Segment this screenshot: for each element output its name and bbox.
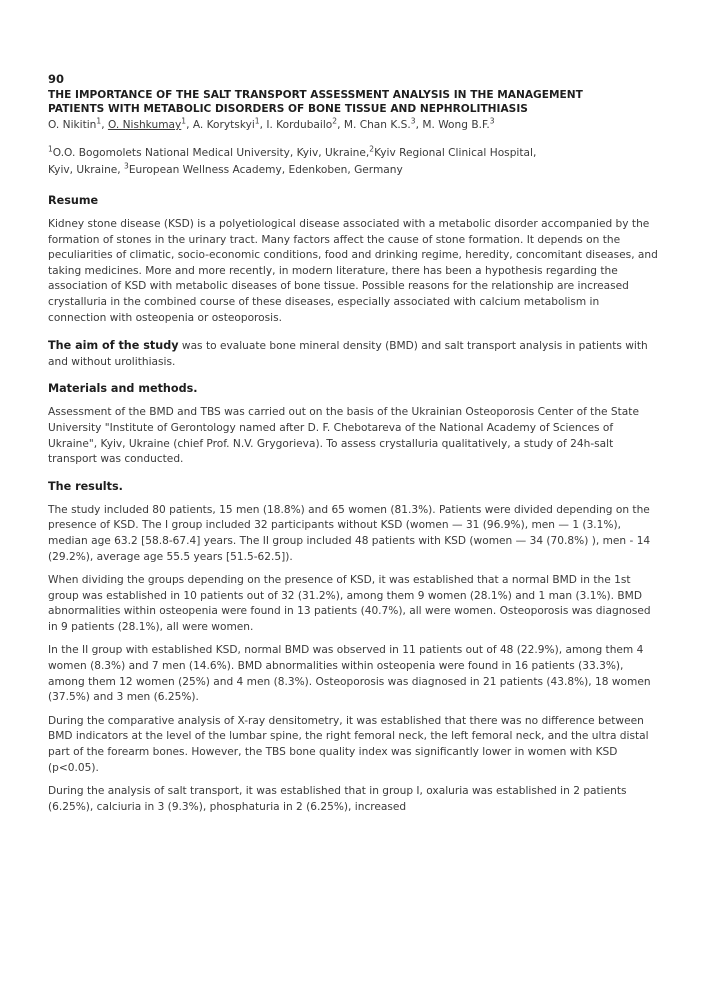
affiliation-3: European Wellness Academy, Edenkoben, Germany: [128, 164, 403, 176]
results-paragraph: The study included 80 patients, 15 men (18.8%) and 65 women (81.3%). Patients were divided depending on the presence of KSD. The I group included 32 participants without KSD (women — 31 (96.9%), men — 1 (3.1%), median age 63.2 [58.8-67.4] years. The II group included 48 patients with KSD (women — 34 (70.8%) ), men - 14 (29.2%), average age 55.5 years [51.5-62.5]).: [48, 503, 651, 563]
section-heading-results: The results.: [48, 479, 123, 493]
results-paragraph: During the comparative analysis of X-ray densitometry, it was established that there was no difference between BMD indicators at the level of the lumbar spine, the right femoral neck, the left femoral neck, and the ultra distal part of the forearm bones. However, the TBS bone quality index was significantly lower in women with KSD (p<0.05).: [48, 714, 649, 774]
author-affil-sup: 3: [489, 116, 495, 126]
results-paragraph: In the II group with established KSD, normal BMD was observed in 11 patients out of 48 (22.9%), among them 4 women (8.3%) and 7 men (14.6%). BMD abnormalities within osteopenia were found in 16 patients (33.3%), among them 12 women (25%) and 4 men (8.3%). Osteoporosis was diagnosed in 21 patients (43.8%), 18 women (37.5%) and 3 men (6.25%).: [48, 644, 651, 704]
resume-paragraph: Kidney stone disease (KSD) is a polyetiological disease associated with a metabolic disorder accompanied by the formation of stones in the urinary tract. Many factors affect the cause of stone formation. It depends on the peculiarities of climatic, socio-economic conditions, food and drinking regime, heredity, concomitant diseases, and taking medicines. More and more recently, in modern literature, there has been a hypothesis regarding the association of KSD with metabolic diseases of bone tissue. Possible reasons for the relationship are increased crystalluria in the combined course of these diseases, especially associated with calcium metabolism in connection with osteopenia or osteoporosis.: [48, 218, 658, 324]
affil-sup: 3: [124, 161, 129, 171]
aim-text: was to evaluate bone mineral density (BMD) and salt transport analysis in patients with and without urolithiasis.: [48, 340, 648, 368]
affil-sup: 2: [369, 144, 375, 154]
author-affil-sup: 1: [181, 116, 187, 126]
abstract-title: [48, 89, 658, 116]
abstract-number: 90: [48, 72, 65, 86]
methods-paragraph: Assessment of the BMD and TBS was carried out on the basis of the Ukrainian Osteoporosis Center of the State University "Institute of Gerontology named after D. F. Chebotareva of the National Academy of Sciences of Ukraine", Kyiv, Ukraine (chief Prof. N.V. Grygorieva). To assess crystalluria qualitatively, a study of 24h-salt transport was conducted.: [48, 406, 639, 466]
title-line: PATIENTS WITH METABOLIC DISORDERS OF BONE TISSUE AND NEPHROLITHIASIS: [48, 102, 528, 115]
author-affil-sup: 2: [332, 116, 338, 126]
aim-lead: The aim of the study: [48, 339, 179, 353]
results-paragraph: During the analysis of salt transport, it was established that in group I, oxaluria was established in 2 patients (6.25%), calciuria in 3 (9.3%), phosphaturia in 2 (6.25%), increased: [48, 785, 627, 813]
abstract-body: [48, 72, 658, 823]
author-affil-sup: 3: [410, 116, 416, 126]
author-name: M. Wong B.F.: [422, 119, 490, 131]
affil-sup: 1: [48, 144, 53, 154]
author-name: O. Nikitin: [48, 119, 97, 131]
title-line: THE IMPORTANCE OF THE SALT TRANSPORT ASSESSMENT ANALYSIS IN THE MANAGEMENT: [48, 89, 583, 101]
section-heading-methods: Materials and methods.: [48, 382, 198, 396]
author-name: I. Kordubailo: [266, 119, 333, 131]
affiliations: [48, 145, 658, 179]
author-name: A. Korytskyi: [192, 119, 255, 131]
presenting-author-name: O. Nishkumay: [107, 119, 182, 131]
aim-paragraph: [48, 338, 658, 370]
results-paragraph: When dividing the groups depending on the presence of KSD, it was established that a normal BMD in the 1st group was established in 10 patients out of 32 (31.2%), among them 9 women (28.1%) and 1 man (3.1%). BMD abnormalities within osteopenia were found in 13 patients (40.7%), all were women. Osteoporosis was diagnosed in 9 patients (28.1%), all were women.: [48, 574, 651, 633]
author-name: M. Chan K.S.: [343, 119, 411, 131]
affiliation-2-city: Kyiv, Ukraine,: [48, 164, 121, 176]
affiliation-1: O.O. Bogomolets National Medical University, Kyiv, Ukraine,: [52, 147, 370, 159]
author-affil-sup: 1: [96, 116, 102, 126]
author-affil-sup: 1: [254, 116, 260, 126]
section-heading-resume: Resume: [48, 194, 99, 207]
affiliation-2: Kyiv Regional Clinical Hospital,: [374, 147, 537, 159]
author-list: O. Nikitin$^1$, O. Nishkumay$^1$, A. Korytskyi$^1$, I. Kordubailo$^2$, M. Chan K.S.$^3$, M. Wong B.F.$^3$: [48, 116, 495, 131]
